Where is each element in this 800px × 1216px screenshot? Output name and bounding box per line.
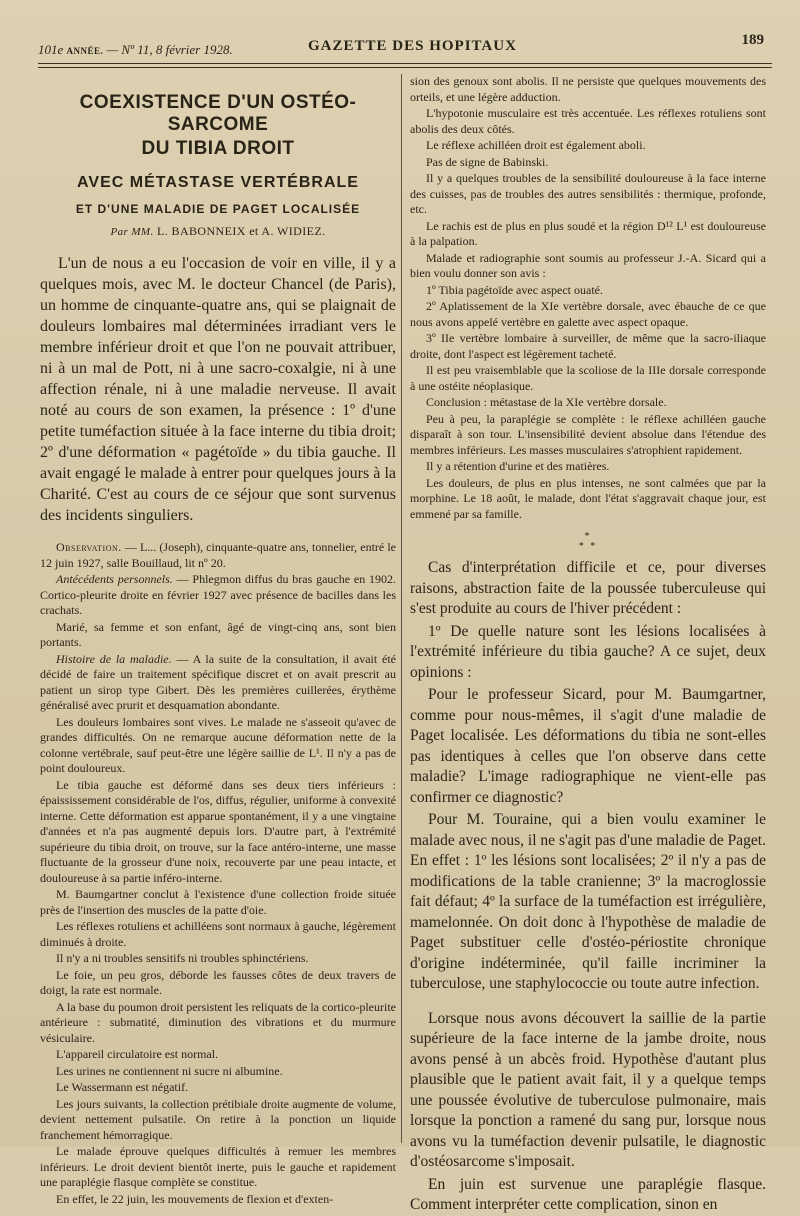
- observation-continued: [410, 74, 766, 522]
- issue-info: [38, 42, 233, 58]
- article-title-line1: COEXISTENCE D'UN OSTÉO-SARCOME: [79, 92, 357, 135]
- issue-number-date: — Nº 11, 8 février 1928.: [106, 42, 233, 57]
- paragraph-hypotonie: L'hypotonie musculaire est très accentuée. Les réflexes rotuliens sont abolis des deux côtés.: [410, 106, 766, 136]
- antecedents-text: — Phlegmon diffus du bras gauche en 1902. Cortico-pleurite droite en février 1927 avec présence de bacilles dans les crachats.: [40, 572, 396, 617]
- antecedents-paragraph: [40, 572, 396, 619]
- paragraph-achilleen: Le réflexe achilléen droit est également aboli.: [426, 138, 646, 152]
- paragraph-avis-1: 1º Tibia pagétoïde avec aspect ouaté.: [426, 282, 603, 297]
- article-title-line2: DU TIBIA DROIT: [141, 138, 295, 159]
- section-separator: [410, 532, 766, 552]
- histoire-lead: Histoire de la maladie.: [56, 651, 172, 666]
- paragraph-foie: Le foie, un peu gros, déborde les fausses côtes de deux travers de doigt, la rate est normale.: [40, 967, 396, 997]
- paragraph-baumgartner: M. Baumgartner conclut à l'existence d'une collection froide située près de l'insertion des muscles de la patte d'oie.: [40, 887, 396, 917]
- article-authors: [40, 224, 396, 239]
- histoire-text: — A la suite de la consultation, il avait été décidé de faire un traitement spécifique discret et on avait prescrit au patient un sirop type Gibert. Dès les premières cuillerées, érythème généralisé avec prurit et desquamation abondante.: [40, 651, 396, 712]
- paragraph-wassermann: Le Wassermann est négatif.: [56, 1080, 189, 1094]
- intro-paragraph: L'un de nous a eu l'occasion de voir en ville, il y a quelques mois, avec M. le docteur Chancel (de Paris), un homme de cinquante-quatre ans, qui se plaignait de douleurs lombaires mal déterminées irradiant vers le membre inférieur droit et que l'on ne pouvait attribuer, ni à un mal de Pott, ni à une sacro-coxalgie, ni à une affection rénale, ni à une maladie nerveuse. Il avait noté au cours de son examen, la présence : 1º d'une petite tuméfaction située à la face interne du tibia droit; 2º d'une déformation « pagétoïde » du tibia gauche. Il avait engagé le malade à entrer pour quelques jours à la Charité. C'est au cours de ce séjour que sont survenus des incidents singuliers.: [40, 255, 396, 524]
- authors-prefix: Par MM.: [110, 226, 154, 238]
- paragraph-rachis: Le rachis est de plus en plus soudé et la région D¹² L¹ est douloureuse à la palpation.: [410, 218, 766, 248]
- paragraph-poumon: A la base du poumon droit persistent les reliquats de la cortico-pleurite antérieure : submatité, diminution des vibrations et du murmure vésiculaire.: [40, 999, 396, 1045]
- paragraph-sensibilite: Il y a quelques troubles de la sensibilité douloureuse à la face interne des cuisses, pas de troubles des autres sensibilités : thermique, profonde, etc.: [410, 171, 766, 216]
- observation-paragraph: [40, 540, 396, 571]
- observation-section: [40, 540, 396, 1207]
- header-rule: [38, 63, 772, 64]
- paragraph-reflexes: Les réflexes rotuliens et achilléens sont normaux à gauche, légèrement diminués à droite.: [40, 919, 396, 949]
- paragraph-avis-2: 2º Aplatissement de la XIe vertèbre dorsale, avec ébauche de ce que nous avons appelé vertèbre en galette avec aspect opaque.: [410, 299, 766, 329]
- article-subtitle: AVEC MÉTASTASE VERTÉBRALE: [77, 174, 359, 191]
- separator-star-bottom: * *: [578, 541, 598, 552]
- header-rule-thin: [38, 67, 772, 68]
- paragraph-jours: Les jours suivants, la collection prétibiale droite augmente de volume, devient nettement pulsatile. On retire à la ponction un liquide franchement hémorragique.: [40, 1096, 396, 1142]
- article-subtitle-2: ET D'UNE MALADIE DE PAGET LOCALISÉE: [75, 202, 361, 216]
- paragraph-scoliose: Il est peu vraisemblable que la scoliose de la IIIe dorsale corresponde à une ostéite néoplasique.: [410, 363, 766, 393]
- issue-year-label: ANNÉE.: [66, 46, 104, 56]
- paragraph-juin: En juin est survenue une paraplégie flasque. Comment interpréter cette complication, sinon en: [410, 1175, 766, 1213]
- paragraph-epreuve: Le malade éprouve quelques difficultés à remuer les membres inférieurs. Le droit devient bientôt inerte, puis le gauche et rapidement une paraplégie flasque complète se constitue.: [40, 1144, 396, 1189]
- paragraph-paraplegie: Peu à peu, la paraplégie se complète : le réflexe achilléen gauche disparaît à son tour. L'insensibilité devient absolue dans l'étendue des membres inférieurs. Les masses musculaires s'atrophient rapidement.: [410, 411, 766, 457]
- paragraph-gap: [410, 997, 766, 1009]
- paragraph-marie: Marié, sa femme et son enfant, âgé de vingt-cinq ans, sont bien portants.: [40, 619, 396, 649]
- paragraph-cas: Cas d'interprétation difficile et ce, pour diverses raisons, abstraction faite de la poussée tuberculeuse qui s'est produite au cours de l'hiver précédent :: [410, 559, 766, 617]
- separator-star-top: *: [584, 531, 592, 542]
- discussion-section: [410, 558, 766, 1216]
- paragraph-touraine: Pour M. Touraine, qui a bien voulu examiner le malade avec nous, il ne s'agit pas d'une maladie de Paget. En effet : 1º les lésions sont localisées; 2º il n'y a pas de modifications de la table cranienne; 3º la macroglossie fait défaut; 4º la surface de la tuméfaction est irrégulière, mamelonnée. On doit donc à l'hypothèse de maladie de Paget substituer celle d'ostéo-périostite chronique d'origine indéterminée, qu'il faille incriminer la tuberculose, une staphylococcie ou toute autre infection.: [410, 811, 766, 992]
- paragraph-saillie: Lorsque nous avons découvert la saillie de la partie supérieure de la face interne de la jambe droite, nous avons pensé à un abcès froid. Hypothèse d'autant plus plausible que le patient avait fait, il y a quelque temps une poussée évolutive de tuberculose pulmonaire, mais lorsque la ponction a ramené du sang pur, lorsque nous avons vu la tuméfaction devenir pulsatile, le diagnostic d'ostéosarcome s'imposait.: [410, 1009, 766, 1170]
- paragraph-morphine: Les douleurs, de plus en plus intenses, ne sont calmées que par la morphine. Le 18 août, le malade, dont l'état s'aggravait chaque jour, est emmené par sa famille.: [410, 475, 766, 521]
- observation-lead: Observation.: [56, 540, 122, 554]
- right-column: [410, 74, 766, 1213]
- paragraph-retention: Il y a rétention d'urine et des matières.: [426, 459, 610, 473]
- paragraph-douleurs: Les douleurs lombaires sont vives. Le malade ne s'asseoit qu'avec de grandes difficultés. On ne remarque aucune déformation nette de la colonne vertébrale, sauf peut-être une légère saillie de L¹. Il n'y a pas de point douloureux.: [40, 714, 396, 775]
- journal-title: GAZETTE DES HOPITAUX: [308, 38, 517, 54]
- column-divider: [401, 74, 402, 1143]
- paragraph-sicard: Pour le professeur Sicard, pour M. Baumgartner, comme pour nous-mêmes, il s'agit d'une maladie de Paget localisée. Les déformations du tibia ne sont-elles pas identiques à celles que l'on observe dans cette maladie? L'image radiographique ne vient-elle pas confirmer ce diagnostic?: [410, 686, 766, 806]
- paragraph-conclusion: Conclusion : métastase de la XIe vertèbre dorsale.: [426, 395, 667, 409]
- paragraph-effet: En effet, le 22 juin, les mouvements de flexion et d'exten-: [56, 1191, 334, 1206]
- page-number: 189: [741, 32, 764, 48]
- paragraph-appareil: L'appareil circulatoire est normal.: [56, 1047, 219, 1061]
- antecedents-lead: Antécédents personnels.: [56, 572, 173, 586]
- paragraph-avis-3: 3º IIe vertèbre lombaire à surveiller, de même que la sacro-iliaque droite, dont l'aspect est légèrement tacheté.: [410, 331, 766, 361]
- left-column: [40, 78, 396, 1206]
- paragraph-question-1: 1º De quelle nature sont les lésions localisées à l'extrémité inférieure du tibia gauche? A ce sujet, deux opinions :: [410, 622, 766, 681]
- paragraph-tibia: Le tibia gauche est déformé dans ses deux tiers inférieurs : épaississement considérable de l'os, diffus, régulier, uniforme à convexité interne. Cette déformation est apparue spontanément, il y a une vingtaine d'années et n'a pas augmenté depuis lors. D'autre part, à l'extrémité supérieure du tibia droit, on trouve, sur la face antéro-interne, une masse fluctuante de la grosseur d'une noix, recouverte par une peau intacte, et douloureuse à sa partie inféro-interne.: [40, 777, 396, 885]
- paragraph-troubles: Il n'y a ni troubles sensitifs ni troubles sphinctériens.: [56, 951, 309, 965]
- observation-text: — L... (Joseph), cinquante-quatre ans, tonnelier, entré le 12 juin 1927, salle Bouillaud, lit nº 20.: [40, 540, 396, 570]
- paragraph-urines: Les urines ne contiennent ni sucre ni albumine.: [56, 1063, 283, 1078]
- issue-year: 101e: [38, 42, 64, 57]
- paragraph-radiographie: Malade et radiographie sont soumis au professeur J.-A. Sicard qui a bien voulu donner son avis :: [410, 250, 766, 280]
- histoire-paragraph: [40, 652, 396, 714]
- paragraph-genoux: sion des genoux sont abolis. Il ne persiste que quelques mouvements des orteils, et une légère adduction.: [410, 74, 766, 104]
- page-header: [38, 30, 772, 58]
- paragraph-babinski: Pas de signe de Babinski.: [426, 154, 549, 169]
- authors-names: L. BABONNEIX et A. WIDIEZ.: [157, 224, 326, 238]
